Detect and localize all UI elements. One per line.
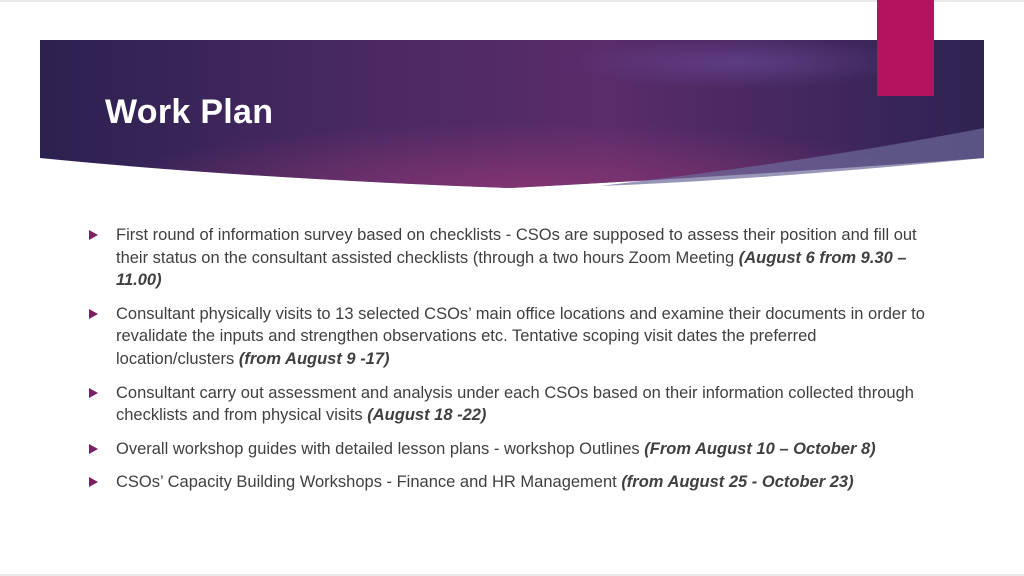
bullet-item — [88, 224, 938, 292]
bullet-text: CSOs’ Capacity Building Workshops - Finance and HR Management — [116, 473, 622, 492]
slide-title: Work Plan — [105, 93, 274, 131]
triangle-bullet-icon — [89, 309, 98, 319]
accent-tab — [877, 0, 934, 96]
bullet-item — [88, 382, 938, 427]
bullet-text: Consultant carry out assessment and analysis under each CSOs based on their information collected through checklists and from physical visits — [116, 383, 914, 425]
bullet-item — [88, 471, 938, 494]
bullet-list — [88, 224, 938, 505]
triangle-bullet-icon — [89, 444, 98, 454]
bullet-item — [88, 438, 938, 461]
triangle-bullet-icon — [89, 230, 98, 240]
top-border — [0, 0, 1024, 2]
triangle-bullet-icon — [89, 477, 98, 487]
bullet-item — [88, 303, 938, 371]
bullet-dates: (From August 10 – October 8) — [644, 439, 876, 458]
bullet-text: Overall workshop guides with detailed lesson plans - workshop Outlines — [116, 439, 645, 458]
bullet-text: Consultant physically visits to 13 selected CSOs’ main office locations and examine their documents in order to revalidate the inputs and strengthen observations etc. Tentative scoping visit dates the preferred location/clusters — [116, 304, 925, 368]
triangle-bullet-icon — [89, 388, 98, 398]
bullet-dates: (from August 25 - October 23) — [621, 473, 854, 492]
bullet-dates: (August 6 from 9.30 – 11.00) — [116, 248, 907, 290]
bullet-dates: (from August 9 -17) — [238, 349, 390, 368]
bullet-text: First round of information survey based on checklists - CSOs are supposed to assess their position and fill out their status on the consultant assisted checklists (through a two hours Zoom Meeting — [116, 226, 917, 267]
bullet-dates: (August 18 -22) — [367, 406, 487, 425]
